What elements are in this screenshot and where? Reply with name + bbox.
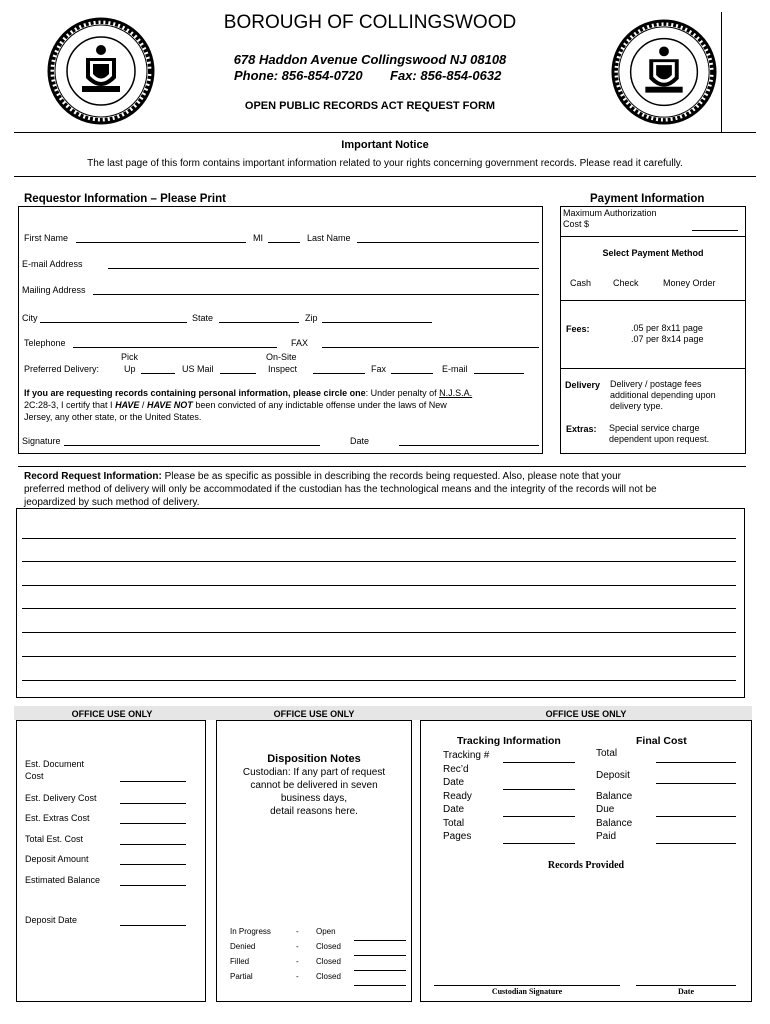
- estimated-balance-label: Estimated Balance: [25, 875, 101, 885]
- balance-due-field[interactable]: [656, 816, 736, 817]
- total-est-cost-field[interactable]: [120, 844, 186, 845]
- state-field[interactable]: [219, 322, 299, 323]
- email-label: E-mail Address: [22, 259, 83, 269]
- payment-heading: Payment Information: [590, 193, 705, 205]
- record-request-heading: Record Request Information:: [24, 471, 162, 482]
- record-request-line[interactable]: [22, 585, 736, 586]
- total-est-cost-label: Total Est. Cost: [25, 834, 84, 844]
- cost-label: Cost $: [563, 219, 590, 229]
- payment-divider-2: [560, 300, 746, 301]
- notice-heading: Important Notice: [341, 139, 429, 151]
- final-total-field[interactable]: [656, 762, 736, 763]
- fax-field[interactable]: [322, 347, 539, 348]
- signature-field[interactable]: [64, 445, 320, 446]
- balance-paid-label-2: Paid: [596, 831, 617, 842]
- records-provided-label: Records Provided: [547, 860, 625, 871]
- status-dash: -: [296, 957, 299, 966]
- balance-due-label-1: Balance: [596, 791, 633, 802]
- disposition-line-2: cannot be delivered in seven: [250, 780, 378, 791]
- us-mail-field[interactable]: [220, 373, 256, 374]
- record-request-text1: Please be as specific as possible in describing the records being requested. Also, please note that your: [161, 471, 621, 482]
- signature-label: Signature: [22, 436, 61, 446]
- borough-seal-right-icon: [610, 18, 718, 126]
- deposit-date-field[interactable]: [120, 925, 186, 926]
- ready-label-2: Date: [443, 804, 465, 815]
- email-option-field[interactable]: [474, 373, 524, 374]
- estimated-balance-field[interactable]: [120, 885, 186, 886]
- final-deposit-label: Deposit: [596, 770, 630, 781]
- status-dash: -: [296, 942, 299, 951]
- est-document-cost-label-1: Est. Document: [25, 759, 85, 769]
- tracking-heading: Tracking Information: [457, 735, 561, 747]
- disposition-heading: Disposition Notes: [267, 753, 361, 765]
- balance-due-label-2: Due: [596, 804, 615, 815]
- disposition-line-1: Custodian: If any part of request: [242, 767, 386, 778]
- us-mail-label: US Mail: [182, 364, 214, 374]
- fee-8x14: .07 per 8x14 page: [631, 334, 704, 344]
- status-dash: -: [296, 972, 299, 981]
- personal-info-text: : Under penalty of: [365, 388, 440, 398]
- date-field[interactable]: [399, 445, 539, 446]
- ready-date-field[interactable]: [503, 816, 575, 817]
- total-pages-label-2: Pages: [443, 831, 472, 842]
- have-not-option[interactable]: HAVE NOT: [146, 400, 193, 410]
- fax-option-label: Fax: [371, 364, 387, 374]
- tracking-no-label: Tracking #: [443, 750, 490, 761]
- custodian-signature-field[interactable]: [434, 985, 620, 986]
- final-deposit-field[interactable]: [656, 783, 736, 784]
- mailing-field[interactable]: [93, 294, 539, 295]
- record-request-box[interactable]: [16, 508, 745, 698]
- telephone-field[interactable]: [73, 347, 277, 348]
- status-filled: Filled: [230, 957, 250, 966]
- mailing-label: Mailing Address: [22, 285, 86, 295]
- payment-divider-1: [560, 236, 746, 237]
- record-request-line[interactable]: [22, 680, 736, 681]
- zip-label: Zip: [305, 313, 318, 323]
- mi-field[interactable]: [268, 242, 300, 243]
- status-closed: Closed: [316, 942, 341, 951]
- final-cost-heading: Final Cost: [636, 735, 687, 747]
- pickup-label: Up: [124, 364, 136, 374]
- state-label: State: [192, 313, 214, 323]
- check-option[interactable]: Check: [613, 278, 639, 288]
- total-pages-field[interactable]: [503, 843, 575, 844]
- borough-seal-left-icon: [46, 16, 156, 126]
- header-fax: Fax: 856-854-0632: [390, 68, 502, 83]
- deposit-amount-label: Deposit Amount: [25, 854, 89, 864]
- office-use-label-3: OFFICE USE ONLY: [545, 709, 627, 719]
- est-extras-cost-label: Est. Extras Cost: [25, 813, 90, 823]
- status-in-progress: In Progress: [230, 927, 271, 936]
- inspect-field[interactable]: [313, 373, 365, 374]
- personal-info-convicted: been convicted of any indictable offense under the laws of New: [195, 400, 447, 410]
- fee-8x11: .05 per 8x11 page: [631, 323, 703, 333]
- recd-date-field[interactable]: [503, 789, 575, 790]
- delivery-text-2: additional depending upon: [610, 390, 716, 400]
- status-open-field[interactable]: [354, 940, 406, 941]
- notice-text: The last page of this form contains important information related to your rights concerning government records. Please read it carefully.: [87, 158, 683, 169]
- requestor-heading: Requestor Information – Please Print: [24, 193, 226, 205]
- disposition-line-3: business days,: [280, 793, 348, 804]
- disposition-line-4: detail reasons here.: [270, 806, 358, 817]
- record-request-line[interactable]: [22, 608, 736, 609]
- record-request-line[interactable]: [22, 561, 736, 562]
- est-delivery-cost-label: Est. Delivery Cost: [25, 793, 97, 803]
- custodian-signature-label: Custodian Signature: [491, 987, 563, 996]
- fax-label: FAX: [291, 338, 309, 348]
- first-name-field[interactable]: [76, 242, 246, 243]
- record-request-line3: jeopardized by such method of delivery.: [24, 497, 200, 508]
- deposit-amount-field[interactable]: [120, 864, 186, 865]
- inspect-label: Inspect: [268, 364, 298, 374]
- status-open: Open: [316, 927, 336, 936]
- record-request-line[interactable]: [22, 632, 736, 633]
- office-use-label-1: OFFICE USE ONLY: [71, 709, 153, 719]
- recd-label-1: Rec’d: [443, 764, 469, 775]
- email-field[interactable]: [108, 268, 539, 269]
- balance-paid-label-1: Balance: [596, 818, 633, 829]
- est-document-cost-label-2: Cost: [25, 771, 44, 781]
- est-delivery-cost-field[interactable]: [120, 803, 186, 804]
- extras-text-1: Special service charge: [609, 423, 700, 433]
- pickup-field[interactable]: [141, 373, 175, 374]
- personal-info-line1: [24, 388, 472, 399]
- status-closed: Closed: [316, 957, 341, 966]
- personal-info-certify: 2C:28-3, I certify that I: [24, 400, 113, 410]
- max-cost-field[interactable]: [692, 230, 738, 231]
- email-option-label: E-mail: [442, 364, 468, 374]
- max-auth-label: Maximum Authorization: [563, 208, 657, 218]
- date-label: Date: [350, 436, 370, 446]
- extras-label: Extras:: [566, 424, 597, 434]
- custodian-date-field[interactable]: [636, 985, 736, 986]
- money-order-option[interactable]: Money Order: [663, 278, 716, 288]
- status-denied: Denied: [230, 942, 256, 951]
- delivery-text-3: delivery type.: [610, 401, 664, 411]
- balance-paid-field[interactable]: [656, 843, 736, 844]
- record-request-line[interactable]: [22, 656, 736, 657]
- fax-option-field[interactable]: [391, 373, 433, 374]
- header-address: 678 Haddon Avenue Collingswood NJ 08108: [233, 52, 507, 67]
- header-right-rule: [721, 12, 722, 132]
- pick-label: Pick: [121, 352, 139, 362]
- zip-field[interactable]: [322, 322, 432, 323]
- deposit-date-label: Deposit Date: [25, 915, 78, 925]
- delivery-label: Delivery: [565, 380, 601, 390]
- tracking-no-field[interactable]: [503, 762, 575, 763]
- personal-info-line3: Jersey, any other state, or the United States.: [24, 412, 202, 422]
- personal-info-line2: [24, 400, 447, 411]
- header-phone: Phone: 856-854-0720: [234, 68, 363, 83]
- cash-option[interactable]: Cash: [570, 278, 592, 288]
- have-option[interactable]: HAVE: [115, 400, 140, 410]
- form-title: OPEN PUBLIC RECORDS ACT REQUEST FORM: [244, 100, 496, 112]
- page-title: BOROUGH OF COLLINGSWOOD: [223, 12, 517, 33]
- mi-label: MI: [253, 233, 263, 243]
- fees-label: Fees:: [566, 324, 590, 334]
- status-denied-field[interactable]: [354, 955, 406, 956]
- onsite-label: On-Site: [266, 352, 297, 362]
- preferred-delivery-label: Preferred Delivery:: [24, 364, 100, 374]
- notice-top-rule: [14, 132, 756, 133]
- njsa-link: N.J.S.A.: [439, 388, 473, 398]
- status-dash: -: [296, 927, 299, 936]
- have-slash: /: [141, 400, 145, 410]
- personal-info-bold: If you are requesting records containing personal information, please circle one: [24, 388, 366, 398]
- record-request-line1: [24, 471, 621, 483]
- city-label: City: [22, 313, 38, 323]
- est-document-cost-field[interactable]: [120, 781, 186, 782]
- record-request-top-rule: [18, 466, 746, 467]
- est-extras-cost-field[interactable]: [120, 823, 186, 824]
- record-request-line2: preferred method of delivery will only be accommodated if the custodian has the technological means and the integrity of the records will not be: [24, 484, 657, 495]
- record-request-line[interactable]: [22, 538, 736, 539]
- notice-bottom-rule: [14, 176, 756, 177]
- recd-label-2: Date: [443, 777, 465, 788]
- custodian-date-label: Date: [678, 987, 694, 996]
- telephone-label: Telephone: [24, 338, 66, 348]
- ready-label-1: Ready: [443, 791, 472, 802]
- last-name-label: Last Name: [307, 233, 351, 243]
- total-pages-label-1: Total: [443, 818, 465, 829]
- office-use-label-2: OFFICE USE ONLY: [273, 709, 355, 719]
- status-partial: Partial: [230, 972, 253, 981]
- status-closed: Closed: [316, 972, 341, 981]
- status-filled-field[interactable]: [354, 970, 406, 971]
- final-total-label: Total: [596, 748, 618, 759]
- select-payment-method-label: Select Payment Method: [602, 248, 704, 258]
- city-field[interactable]: [40, 322, 187, 323]
- last-name-field[interactable]: [357, 242, 539, 243]
- delivery-text-1: Delivery / postage fees: [610, 379, 702, 389]
- status-partial-field[interactable]: [354, 985, 406, 986]
- first-name-label: First Name: [24, 233, 69, 243]
- extras-text-2: dependent upon request.: [609, 434, 710, 444]
- payment-divider-3: [560, 368, 746, 369]
